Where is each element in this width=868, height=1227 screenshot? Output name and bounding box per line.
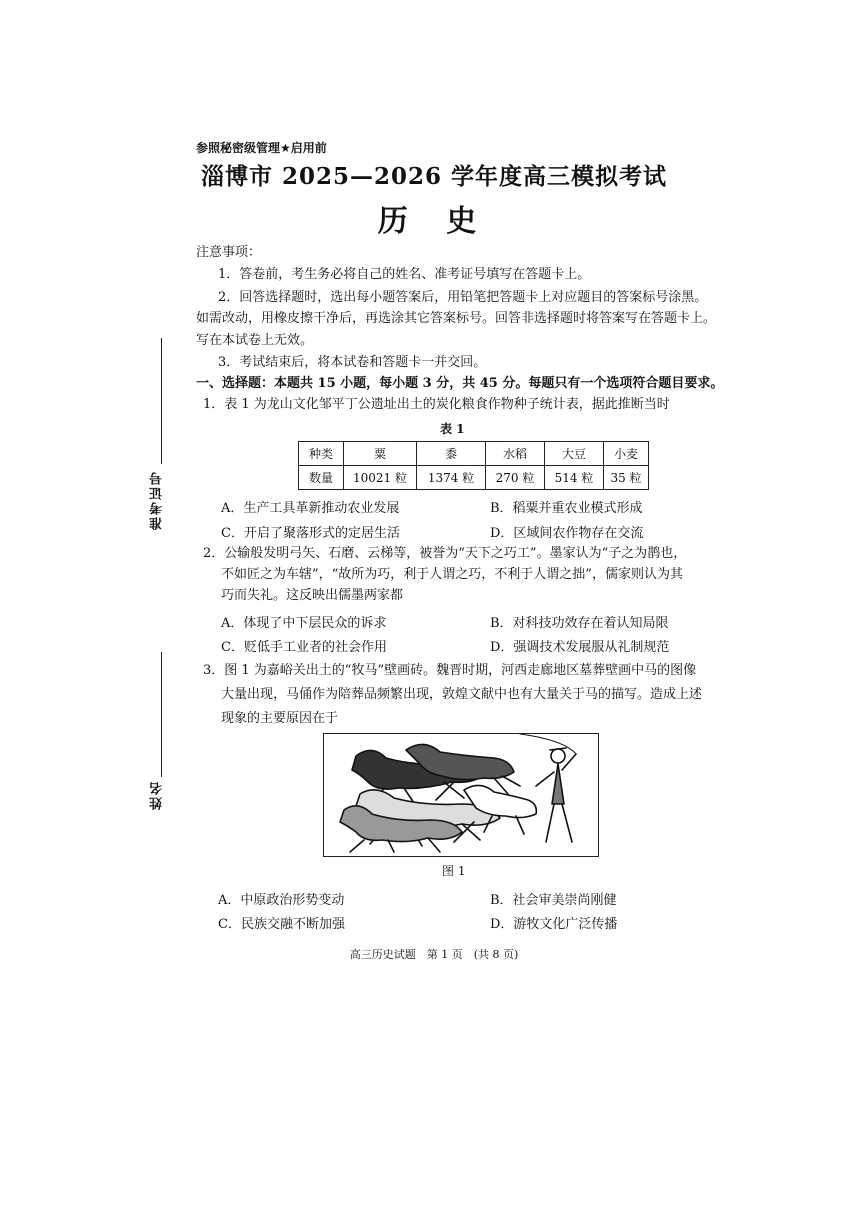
q3-stem-line3: 现象的主要原因在于 bbox=[221, 711, 339, 726]
q3-option-a: A．中原政治形势变动 bbox=[218, 893, 345, 908]
table-cell: 10021 粒 bbox=[344, 466, 417, 490]
table-cell: 数量 bbox=[299, 466, 344, 490]
table-1-title: 表 1 bbox=[440, 422, 465, 436]
page-footer: 高三历史试题 第 1 页 (共 8 页) bbox=[349, 948, 519, 961]
q2-option-c: C．贬低手工业者的社会作用 bbox=[221, 640, 387, 655]
q3-stem-line2: 大量出现，马俑作为陪葬品频繁出现，敦煌文献中也有大量关于马的描写。造成上述 bbox=[221, 687, 703, 702]
table-row bbox=[299, 466, 649, 490]
q1-table bbox=[298, 441, 649, 490]
id-number-label: 准考证号 bbox=[150, 470, 165, 530]
name-label: 姓名 bbox=[150, 780, 165, 810]
q2-stem-line3: 巧而失礼。这反映出儒墨两家都 bbox=[221, 588, 404, 603]
seed-table bbox=[298, 441, 649, 490]
q2-stem-line1: 2．公输般发明弓矢、石磨、云梯等，被誉为“天下之巧工”。墨家认为“子之为鹊也， bbox=[203, 546, 687, 561]
table-cell: 514 粒 bbox=[545, 466, 604, 490]
table-cell: 水稻 bbox=[486, 442, 545, 466]
notice-heading: 注意事项： bbox=[196, 245, 262, 260]
id-number-line bbox=[161, 338, 162, 464]
table-cell: 粟 bbox=[344, 442, 417, 466]
q3-option-b: B．社会审美崇尚刚健 bbox=[490, 893, 617, 908]
q3-stem-line1: 3．图 1 为嘉峪关出土的“牧马”壁画砖。魏晋时期，河西走廊地区墓葬壁画中马的图像 bbox=[203, 663, 697, 678]
figure-1-mural bbox=[323, 733, 599, 857]
notice-item-3: 3．考试结束后，将本试卷和答题卡一并交回。 bbox=[218, 355, 487, 370]
notice-item-1: 1．答卷前，考生务必将自己的姓名、准考证号填写在答题卡上。 bbox=[218, 267, 591, 282]
horse-herding-illustration bbox=[324, 734, 598, 856]
table-cell: 270 粒 bbox=[486, 466, 545, 490]
section-heading: 一、选择题：本题共 15 小题，每小题 3 分，共 45 分。每题只有一个选项符合题目要求。 bbox=[196, 376, 724, 391]
table-row bbox=[299, 442, 649, 466]
secret-level-label: 参照秘密级管理★启用前 bbox=[196, 141, 327, 155]
notice-item-2-line2: 如需改动，用橡皮擦干净后，再选涂其它答案标号。回答非选择题时将答案写在答题卡上。 bbox=[196, 311, 717, 326]
q2-stem-line2: 不如匠之为车辖”，“故所为巧，利于人谓之巧，不利于人谓之拙”，儒家则认为其 bbox=[221, 567, 683, 582]
figure-1-caption: 图 1 bbox=[442, 864, 466, 878]
q2-option-a: A．体现了中下层民众的诉求 bbox=[221, 616, 387, 631]
notice-item-2-line3: 写在本试卷上无效。 bbox=[196, 333, 314, 348]
subject-title: 历 史 bbox=[377, 204, 491, 239]
q2-option-b: B．对科技功效存在着认知局限 bbox=[490, 616, 669, 631]
q2-option-d: D．强调技术发展服从礼制规范 bbox=[490, 640, 670, 655]
q1-option-c: C．开启了聚落形式的定居生活 bbox=[221, 526, 400, 541]
exam-title: 淄博市 2025—2026 学年度高三模拟考试 bbox=[200, 163, 668, 190]
name-line bbox=[161, 652, 162, 777]
q1-option-b: B．稻粟并重农业模式形成 bbox=[490, 501, 643, 516]
q1-option-a: A．生产工具革新推动农业发展 bbox=[221, 501, 400, 516]
q1-option-d: D．区域间农作物存在交流 bbox=[490, 526, 644, 541]
table-cell: 35 粒 bbox=[604, 466, 649, 490]
notice-item-2-line1: 2．回答选择题时，选出每小题答案后，用铅笔把答题卡上对应题目的答案标号涂黑。 bbox=[218, 290, 708, 305]
table-cell: 黍 bbox=[417, 442, 486, 466]
q3-option-d: D．游牧文化广泛传播 bbox=[490, 917, 618, 932]
table-cell: 种类 bbox=[299, 442, 344, 466]
table-cell: 1374 粒 bbox=[417, 466, 486, 490]
q3-option-c: C．民族交融不断加强 bbox=[218, 917, 345, 932]
q1-stem: 1．表 1 为龙山文化邹平丁公遗址出土的炭化粮食作物种子统计表，据此推断当时 bbox=[203, 397, 670, 412]
table-cell: 小麦 bbox=[604, 442, 649, 466]
table-cell: 大豆 bbox=[545, 442, 604, 466]
